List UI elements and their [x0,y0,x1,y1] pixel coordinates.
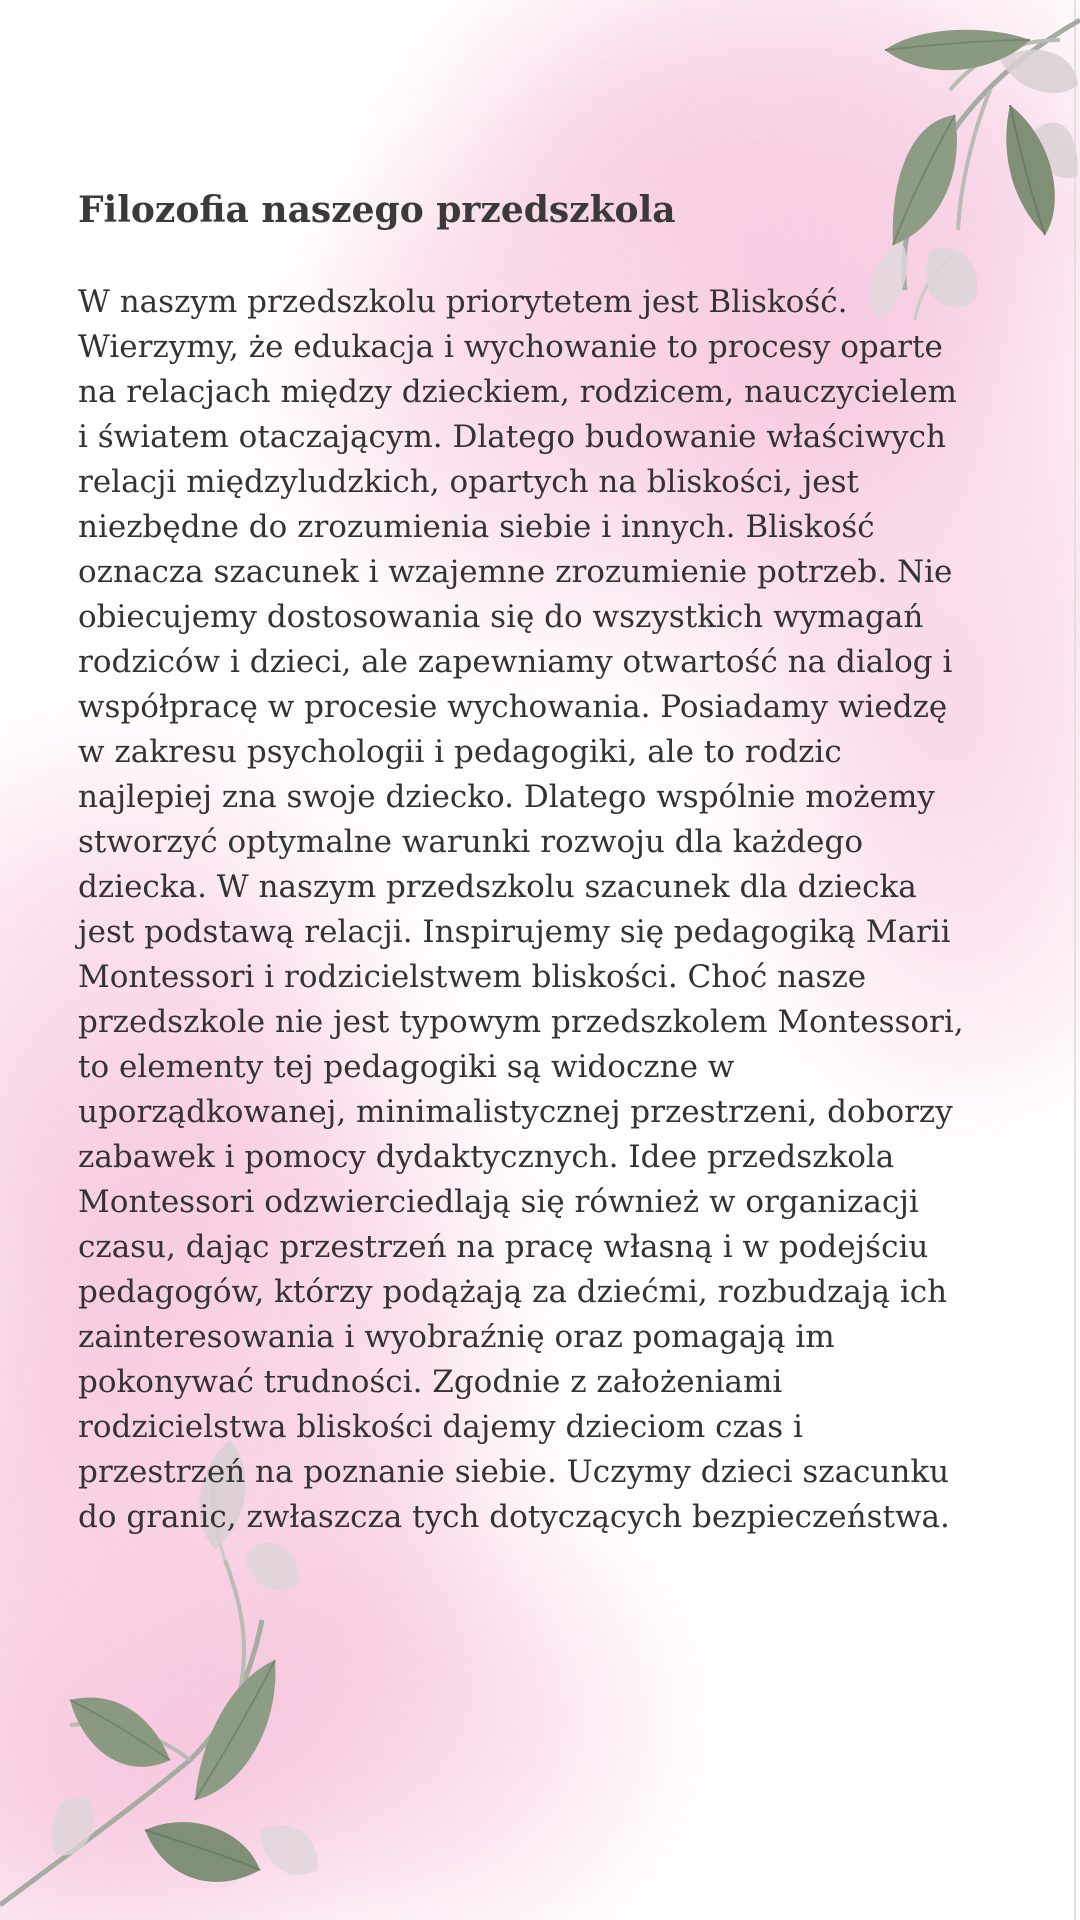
paragraph-line: i światem otaczającym. Dlatego budowanie właściwych [78,419,946,455]
philosophy-paragraph [78,280,1008,1540]
paragraph-line: dziecka. W naszym przedszkolu szacunek dla dziecka [78,869,917,905]
paragraph-line: na relacjach między dzieckiem, rodzicem, nauczycielem [78,374,957,410]
paragraph-line: oznacza szacunek i wzajemne zrozumienie potrzeb. Nie [78,554,953,590]
paragraph-line: zabawek i pomocy dydaktycznych. Idee przedszkola [78,1139,895,1175]
edge-line [1074,0,1076,1920]
page-title: Filozofia naszego przedszkola [78,189,676,231]
paragraph-line: Montessori odzwierciedlają się również w organizacji [78,1184,919,1220]
paragraph-line: obiecujemy dostosowania się do wszystkich wymagań [78,599,924,635]
paragraph-line: stworzyć optymalne warunki rozwoju dla każdego [78,824,864,860]
paragraph-line: najlepiej zna swoje dziecko. Dlatego wspólnie możemy [78,779,935,815]
paragraph-line: to elementy tej pedagogiki są widoczne w [78,1049,735,1085]
paragraph-line: rodziców i dzieci, ale zapewniamy otwartość na dialog i [78,644,953,680]
paragraph-line: rodzicielstwa bliskości dajemy dzieciom czas i [78,1409,803,1445]
paragraph-line: przedszkole nie jest typowym przedszkolem Montessori, [78,1004,964,1040]
paragraph-line: zainteresowania i wyobraźnię oraz pomagają im [78,1319,835,1355]
paragraph-line: uporządkowanej, minimalistycznej przestrzeni, doborzy [78,1094,953,1130]
paragraph-line: Montessori i rodzicielstwem bliskości. Choć nasze [78,959,867,995]
paragraph-line: relacji międzyludzkich, opartych na bliskości, jest [78,464,859,500]
paragraph-line: W naszym przedszkolu priorytetem jest Bliskość. [78,284,848,320]
paragraph-line: niezbędne do zrozumienia siebie i innych. Bliskość [78,509,875,545]
paragraph-line: przestrzeń na poznanie siebie. Uczymy dzieci szacunku [78,1454,950,1490]
paragraph-line: czasu, dając przestrzeń na pracę własną i w podejściu [78,1229,929,1265]
paragraph-line: jest podstawą relacji. Inspirujemy się pedagogiką Marii [78,914,951,950]
paragraph-line: pokonywać trudności. Zgodnie z założeniami [78,1364,783,1400]
paragraph-line: do granic, zwłaszcza tych dotyczących bezpieczeństwa. [78,1499,950,1535]
paragraph-line: Wierzymy, że edukacja i wychowanie to procesy oparte [78,329,943,365]
paragraph-line: współpracę w procesie wychowania. Posiadamy wiedzę [78,689,948,725]
paragraph-line: pedagogów, którzy podążają za dziećmi, rozbudzają ich [78,1274,948,1310]
paragraph-line: w zakresu psychologii i pedagogiki, ale to rodzic [78,734,842,770]
